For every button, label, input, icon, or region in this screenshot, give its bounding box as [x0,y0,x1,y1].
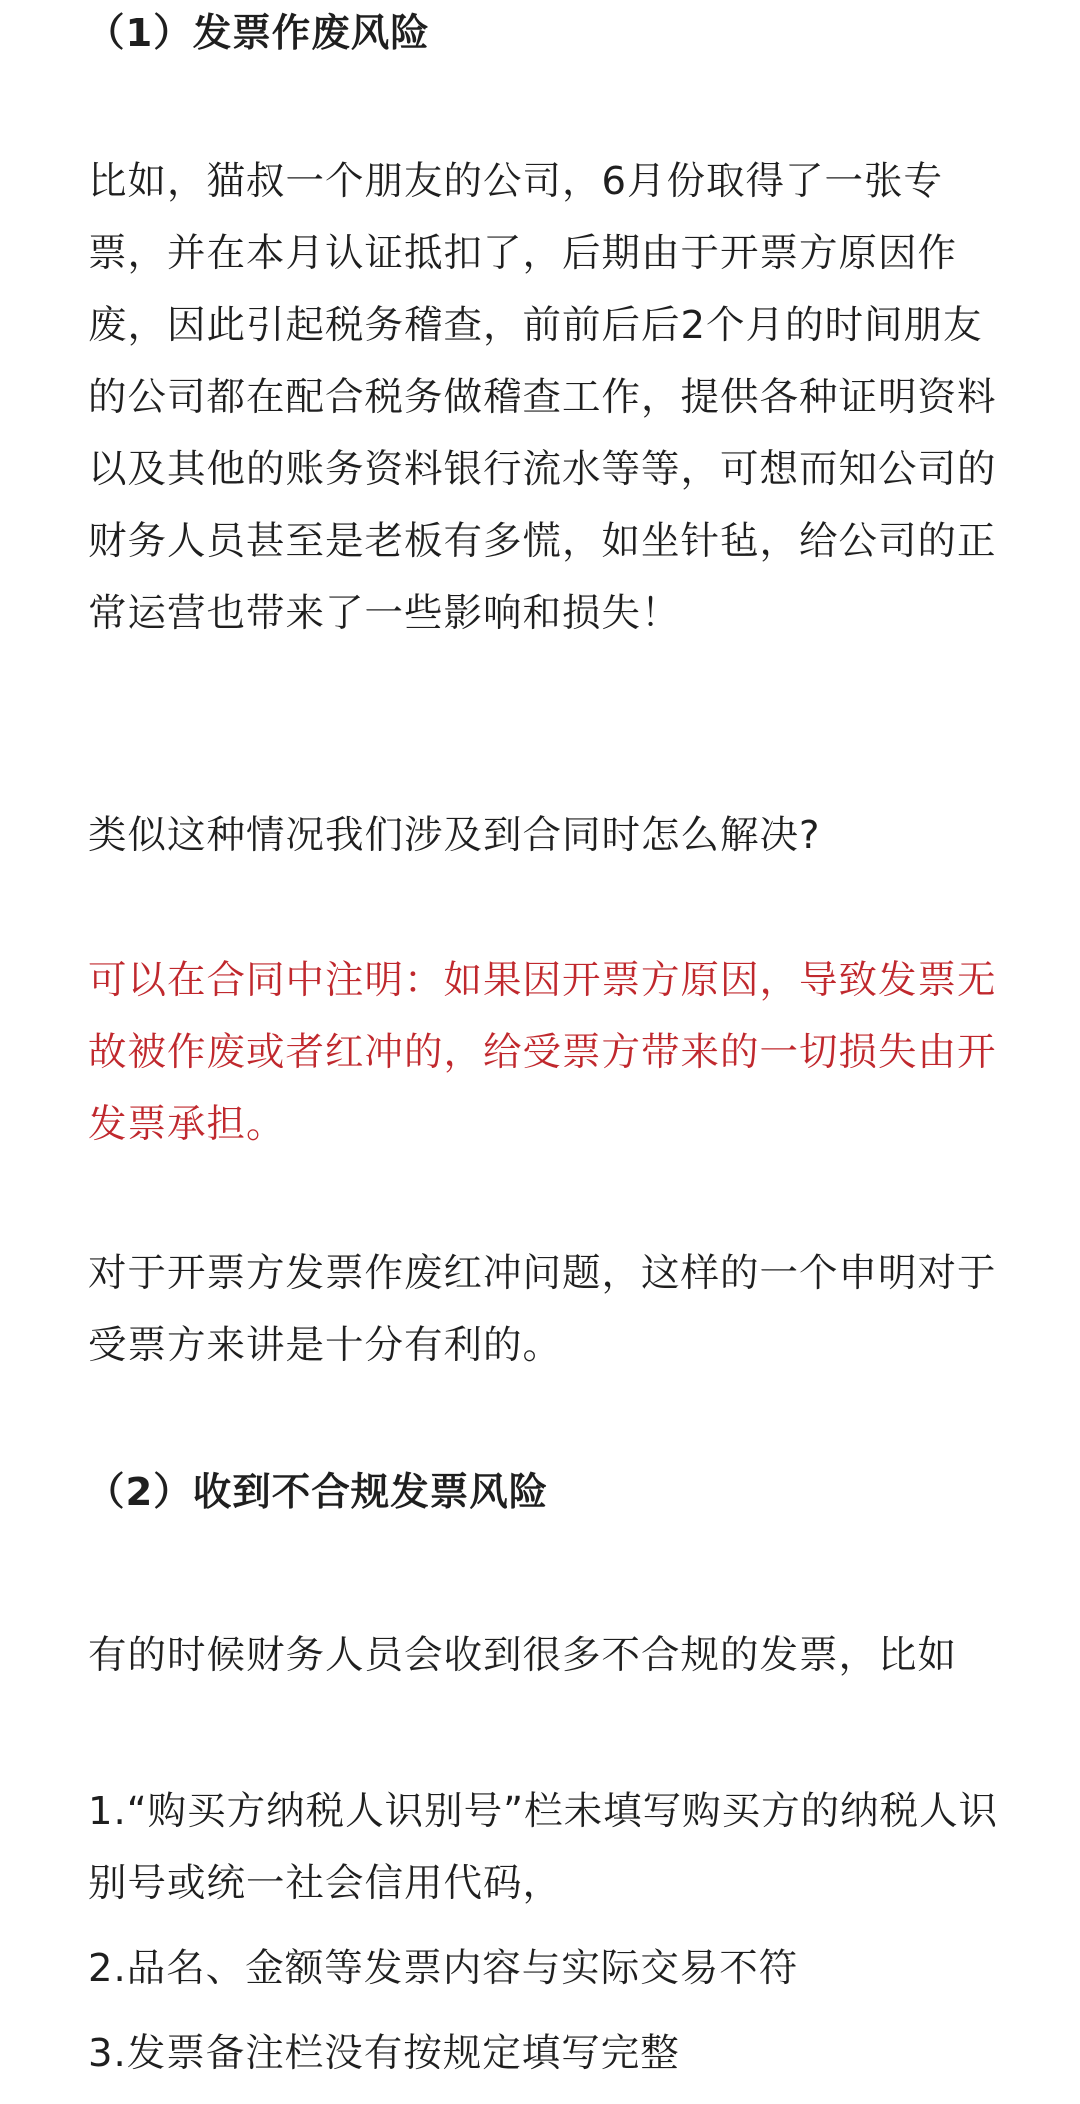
section-2-intro-paragraph: 有的时候财务人员会收到很多不合规的发票，比如 [88,1633,958,1678]
section-1-highlighted-answer: 可以在合同中注明：如果因开票方原因，导致发票无故被作废或者红冲的，给受票方带来的一切损失由开发票承担。 [88,958,997,1147]
section-1-story-paragraph: 比如，猫叔一个朋友的公司，6月份取得了一张专票，并在本月认证抵扣了，后期由于开票方原因作废，因此引起税务稽查，前前后后2个月的时间朋友的公司都在配合税务做稽查工作，提供各种证明资料以及其他的账务资料银行流水等等，可想而知公司的财务人员甚至是老板有多慌，如坐针毡，给公司的正常运营也带来了一些影响和损失！ [88,159,997,636]
section-2-heading: （2）收到不合规发票风险 [86,1470,549,1515]
list-item-2: 2.品名、金额等发票内容与实际交易不符 [88,1946,799,1991]
list-item-3: 3.发票备注栏没有按规定填写完整 [88,2031,680,2076]
section-1-question-paragraph: 类似这种情况我们涉及到合同时怎么解决? [88,813,821,858]
section-1-conclusion-paragraph: 对于开票方发票作废红冲问题，这样的一个申明对于受票方来讲是十分有利的。 [88,1251,997,1368]
list-item-1: 1.“购买方纳税人识别号”栏未填写购买方的纳税人识别号或统一社会信用代码， [88,1789,999,1906]
section-1-heading: （1）发票作废风险 [86,11,430,56]
